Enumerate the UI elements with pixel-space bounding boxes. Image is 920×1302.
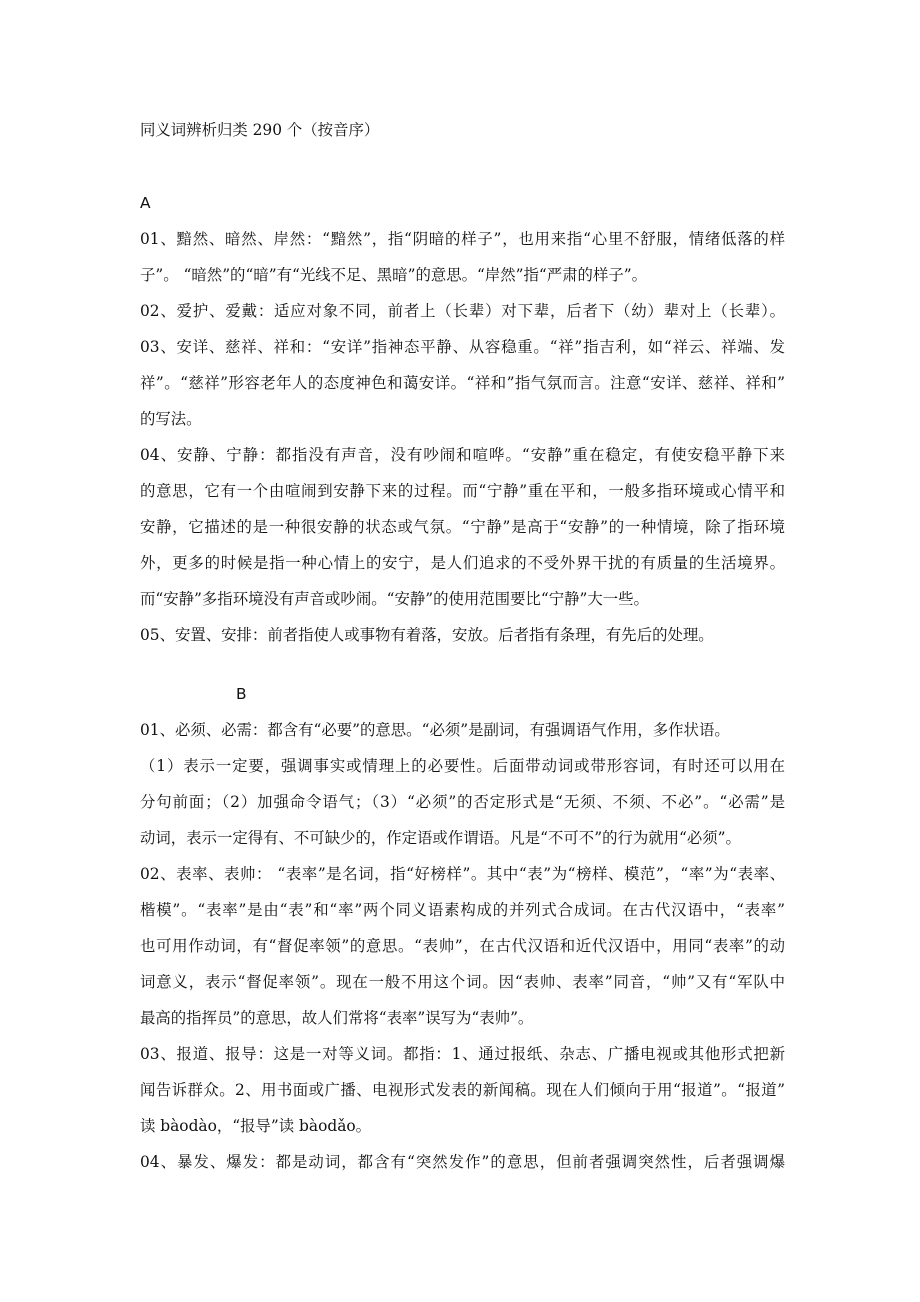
text-line: 楷模”。“表率”是由“表”和“率”两个同义语素构成的并列式合成词。在古代汉语中，“表率”	[140, 901, 785, 919]
section-heading-a: A	[140, 194, 151, 212]
text-line: 的意思，它有一个由喧闹到安静下来的过程。而“宁静”重在平和，一般多指环境或心情平和	[140, 482, 785, 500]
text-line: 词意义，表示“督促率领”。现在一般不用这个词。因“表帅、表率”同音，“帅”又有“军队中	[140, 973, 785, 991]
text-line: 04、安静、宁静：都指没有声音，没有吵闹和喧哗。“安静”重在稳定，有使安稳平静下来	[140, 446, 785, 464]
text-line: 分句前面；（2）加强命令语气；（3）“必须”的否定形式是“无须、不须、不必”。“必需”是	[140, 793, 785, 811]
document-title: 同义词辨析归类 290 个（按音序）	[140, 121, 380, 139]
text-line: 02、表率、表帅： “表率”是名词，指“好榜样”。其中“表”为“榜样、模范”，“率”为“表率、	[140, 865, 785, 883]
text-line: 01、黯然、暗然、岸然：“黯然”，指“阴暗的样子”，也用来指“心里不舒服，情绪低落的样	[140, 230, 785, 248]
text-line: 闻告诉群众。2、用书面或广播、电视形式发表的新闻稿。现在人们倾向于用“报道”。“报道”	[140, 1081, 785, 1099]
section-heading-b: B	[236, 685, 247, 703]
text-line: 外，更多的时候是指一种心情上的安宁，是人们追求的不受外界干扰的有质量的生活境界。	[140, 554, 785, 572]
text-line: 读 bàodào，“报导”读 bàodǎo。	[140, 1117, 372, 1135]
text-line: 动词，表示一定得有、不可缺少的，作定语或作谓语。凡是“不可不”的行为就用“必须”。	[140, 829, 741, 847]
text-line: 而“安静”多指环境没有声音或吵闹。“安静”的使用范围要比“宁静”大一些。	[140, 590, 649, 608]
text-line: 也可用作动词，有“督促率领”的意思。“表帅”，在古代汉语和近代汉语中，用同“表率”的动	[140, 937, 785, 955]
text-line: 04、暴发、爆发：都是动词，都含有“突然发作”的意思，但前者强调突然性，后者强调爆	[140, 1153, 785, 1171]
text-line: 安静，它描述的是一种很安静的状态或气氛。“宁静”是高于“安静”的一种情境，除了指环境	[140, 518, 785, 536]
text-line: （1）表示一定要，强调事实或情理上的必要性。后面带动词或带形容词，有时还可以用在	[140, 757, 785, 775]
text-line: 05、安置、安排：前者指使人或事物有着落，安放。后者指有条理，有先后的处理。	[140, 626, 714, 644]
text-line: 03、安详、慈祥、祥和：“安详”指神态平静、从容稳重。“祥”指吉利，如“祥云、祥端、发	[140, 338, 785, 356]
text-line: 子”。 “暗然”的“暗”有“光线不足、黑暗”的意思。“岸然”指“严肃的样子”。	[140, 266, 647, 284]
text-line: 的写法。	[140, 410, 202, 428]
text-line: 03、报道、报导：这是一对等义词。都指：1、通过报纸、杂志、广播电视或其他形式把新	[140, 1045, 785, 1063]
text-line: 01、必须、必需：都含有“必要”的意思。“必须”是副词，有强调语气作用，多作状语。	[140, 721, 730, 739]
text-line: 最高的指挥员”的意思，故人们常将“表率”误写为“表帅”。	[140, 1009, 534, 1027]
text-line: 祥”。“慈祥”形容老年人的态度神色和蔼安详。“祥和”指气氛而言。注意“安详、慈祥、祥和”	[140, 374, 785, 392]
text-line: 02、爱护、爱戴：适应对象不同，前者上（长辈）对下辈，后者下（幼）辈对上（长辈）。	[140, 302, 785, 320]
